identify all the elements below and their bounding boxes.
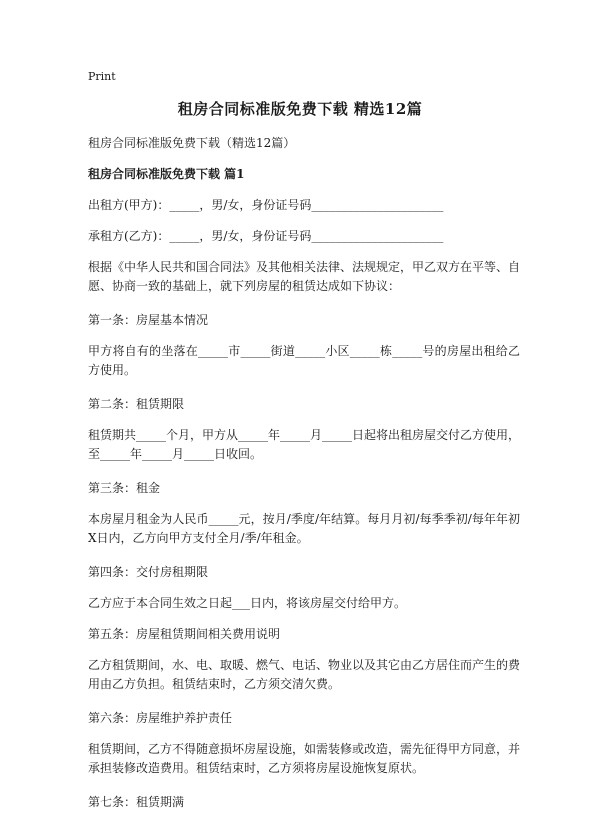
lessor-line: 出租方(甲方)：_____，男/女，身份证号码______________________: [88, 198, 444, 212]
document-title: 租房合同标准版免费下载 精选12篇: [177, 100, 423, 118]
article-6-heading: 第六条：房屋维护养护责任: [88, 711, 233, 725]
print-label: Print: [88, 70, 116, 83]
article-1-body: 甲方将自有的坐落在_____市_____街道_____小区_____栋_____号的房屋出租给乙方使用。: [88, 344, 520, 377]
document-body: [88, 134, 520, 824]
article-2-body: 租赁期共_____个月，甲方从_____年_____月_____日起将出租房屋交付乙方使用，至_____年_____月_____日收回。: [88, 428, 521, 461]
section-heading-part-1: 租房合同标准版免费下载 篇1: [88, 167, 245, 181]
article-5-heading: 第五条：房屋租赁期间相关费用说明: [88, 627, 281, 641]
article-2-heading: 第二条：租赁期限: [88, 397, 185, 411]
preamble-paragraph: 根据《中华人民共和国合同法》及其他相关法律、法规规定，甲乙双方在平等、自愿、协商一致的基础上，就下列房屋的租赁达成如下协议：: [88, 260, 521, 293]
article-7-heading: 第七条：租赁期满: [88, 795, 185, 809]
paragraph-subtitle: 租房合同标准版免费下载（精选12篇）: [88, 136, 296, 150]
article-4-body: 乙方应于本合同生效之日起___日内，将该房屋交付给甲方。: [88, 596, 407, 610]
article-6-body: 租赁期间，乙方不得随意损坏房屋设施，如需装修或改造，需先征得甲方同意，并承担装修改造费用。租赁结束时，乙方须将房屋设施恢复原状。: [88, 742, 521, 775]
article-3-body: 本房屋月租金为人民币_____元，按月/季度/年结算。每月月初/每季季初/每年年初X日内，乙方向甲方支付全月/季/年租金。: [88, 512, 520, 545]
article-3-heading: 第三条：租金: [88, 481, 161, 495]
article-5-body: 乙方租赁期间，水、电、取暖、燃气、电话、物业以及其它由乙方居住而产生的费用由乙方负担。租赁结束时，乙方须交清欠费。: [88, 658, 521, 691]
lessee-line: 承租方(乙方)：_____，男/女，身份证号码______________________: [88, 229, 444, 243]
article-1-heading: 第一条：房屋基本情况: [88, 313, 209, 327]
article-4-heading: 第四条：交付房租期限: [88, 565, 209, 579]
